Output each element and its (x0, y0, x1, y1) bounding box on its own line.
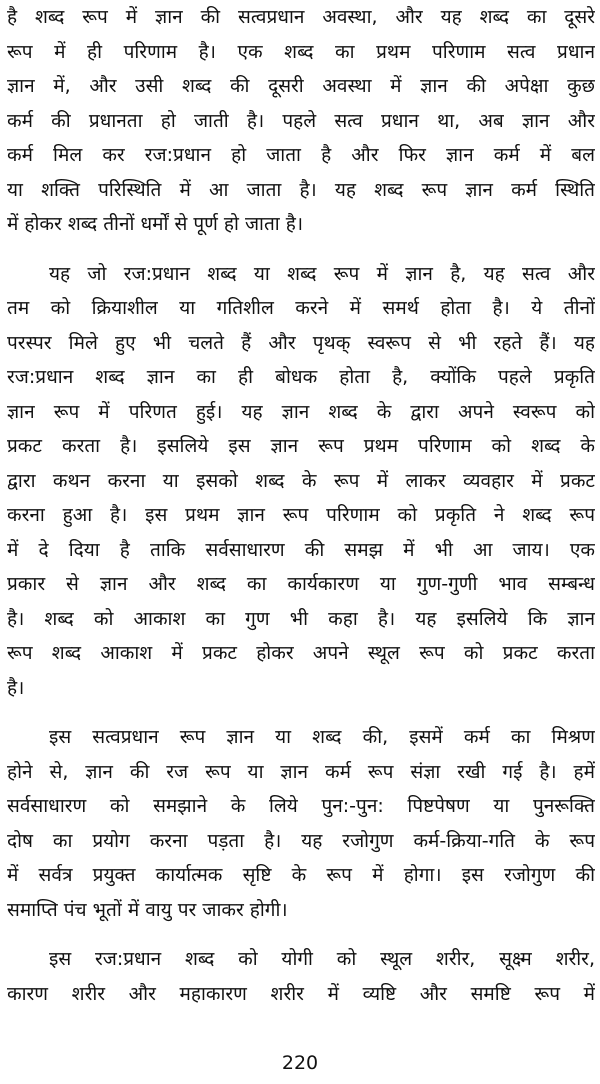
text-line: ज्ञान में, और उसी शब्द की दूसरी अवस्था में ज्ञान की अपेक्षा कुछ (7, 75, 595, 97)
page-number: 220 (281, 1052, 319, 1074)
text-line: रज:प्रधान शब्द ज्ञान का ही बोधक होता है, क्योंकि पहले प्रकृति (7, 366, 595, 388)
paragraph-gap (7, 705, 595, 720)
paragraph-gap (7, 927, 595, 942)
text-line: प्रकार से ज्ञान और शब्द का कार्यकारण या गुण-गुणी भाव सम्बन्ध (7, 573, 595, 595)
text-line: यह जो रज:प्रधान शब्द या शब्द रूप में ज्ञान है, यह सत्व और (49, 262, 595, 285)
text-line: द्वारा कथन करना या इसको शब्द के रूप में लाकर व्यवहार में प्रकट (7, 469, 595, 492)
body-text (7, 0, 595, 1011)
text-line: दोष का प्रयोग करना पड़ता है। यह रजोगुण कर्म-क्रिया-गति के रूप (7, 829, 595, 852)
text-line: प्रकट करता है। इसलिये इस ज्ञान रूप प्रथम परिणाम को शब्द के (7, 435, 595, 457)
paragraph-gap (7, 242, 595, 257)
text-line: है। (7, 676, 25, 699)
text-line: में होकर शब्द तीनों धर्मों से पूर्ण हो जाता है। (7, 213, 304, 235)
text-line: ज्ञान रूप में परिणत हुई। यह ज्ञान शब्द के द्वारा अपने स्वरूप को (7, 400, 595, 423)
text-line: कर्म मिल कर रज:प्रधान हो जाता है और फिर ज्ञान कर्म में बल (7, 144, 595, 166)
text-line: इस सत्वप्रधान रूप ज्ञान या शब्द की, इसमें कर्म का मिश्रण (49, 726, 595, 748)
paragraph-4 (7, 942, 595, 1011)
text-line: इस रज:प्रधान शब्द को योगी को स्थूल शरीर, सूक्ष्म शरीर, (49, 948, 595, 970)
text-line: कारण शरीर और महाकारण शरीर में व्यष्टि और समष्टि रूप में (7, 982, 595, 1005)
text-line: कर्म की प्रधानता हो जाती है। पहले सत्व प्रधान था, अब ज्ञान और (7, 109, 595, 132)
text-line: है शब्द रूप में ज्ञान की सत्वप्रधान अवस्था, और यह शब्द का दूसरे (7, 6, 595, 28)
text-line: सर्वसाधारण को समझाने के लिये पुन:-पुन: पिष्टपेषण या पुनरूक्ति (7, 795, 595, 817)
text-line: या शक्ति परिस्थिति में आ जाता है। यह शब्द रूप ज्ञान कर्म स्थिति (7, 178, 595, 201)
text-line: है। शब्द को आकाश का गुण भी कहा है। यह इसलिये कि ज्ञान (7, 607, 595, 630)
text-line: तम को क्रियाशील या गतिशील करने में समर्थ होता है। ये तीनों (7, 297, 595, 319)
text-line: में सर्वत्र प्रयुक्त कार्यात्मक सृष्टि के रूप में होगा। इस रजोगुण की (7, 864, 595, 886)
text-line: रूप शब्द आकाश में प्रकट होकर अपने स्थूल रूप को प्रकट करता (7, 642, 595, 664)
text-line: समाप्ति पंच भूतों में वायु पर जाकर होगी। (7, 898, 288, 921)
text-line: होने से, ज्ञान की रज रूप या ज्ञान कर्म रूप संज्ञा रखी गई है। हमें (7, 760, 595, 783)
text-line: रूप में ही परिणाम है। एक शब्द का प्रथम परिणाम सत्व प्रधान (7, 40, 595, 63)
paragraph-3 (7, 720, 595, 927)
paragraph-1 (7, 0, 595, 242)
text-line: में दे दिया है ताकि सर्वसाधारण की समझ में भी आ जाय। एक (7, 538, 595, 561)
text-line: करना हुआ है। इस प्रथम ज्ञान रूप परिणाम को प्रकृति ने शब्द रूप (7, 504, 595, 526)
paragraph-2 (7, 257, 595, 706)
text-line: परस्पर मिले हुए भी चलते हैं और पृथक् स्वरूप से भी रहते हैं। यह (7, 331, 595, 354)
